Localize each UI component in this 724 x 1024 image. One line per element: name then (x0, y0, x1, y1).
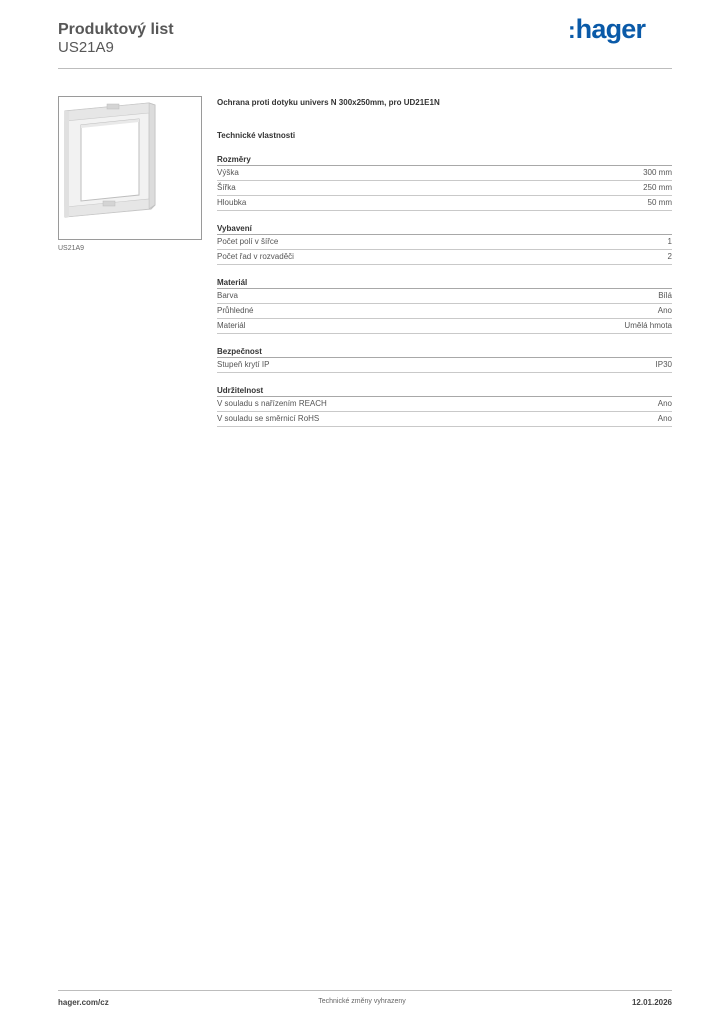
spec-value: Ano (657, 414, 672, 423)
product-code: US21A9 (58, 39, 114, 56)
spec-value: 300 mm (643, 168, 672, 177)
group-title: Bezpečnost (217, 346, 672, 358)
technical-properties-heading: Technické vlastnosti (217, 131, 296, 140)
spec-row (217, 319, 672, 334)
spec-value: Umělá hmota (624, 321, 672, 330)
logo-text: hager (575, 14, 646, 44)
group-title: Udržitelnost (217, 385, 672, 397)
specifications-section (217, 97, 672, 427)
spec-value: IP30 (655, 360, 672, 369)
spec-label: Výška (217, 168, 239, 177)
spec-label: Počet polí v šířce (217, 237, 279, 246)
spec-row (217, 196, 672, 211)
spec-row (217, 250, 672, 265)
spec-label: Průhledné (217, 306, 254, 315)
spec-label: V souladu s nařízením REACH (217, 399, 327, 408)
footer-divider (58, 990, 672, 991)
spec-value: 250 mm (643, 183, 672, 192)
spec-row (217, 166, 672, 181)
spec-row (217, 358, 672, 373)
spec-label: Hloubka (217, 198, 247, 207)
header-divider (58, 68, 672, 69)
logo-dot: : (568, 17, 576, 43)
footer-website: hager.com/cz (58, 998, 109, 1007)
spec-group-material (217, 277, 672, 334)
spec-row (217, 289, 672, 304)
spec-row (217, 235, 672, 250)
spec-label: Stupeň krytí IP (217, 360, 270, 369)
spec-label: Šířka (217, 183, 236, 192)
page-title: Produktový list (58, 21, 174, 38)
spec-value: Ano (657, 306, 672, 315)
spec-value: 2 (667, 252, 672, 261)
spec-group-dimensions (217, 154, 672, 211)
product-frame-illustration (59, 97, 201, 239)
image-caption: US21A9 (58, 245, 85, 252)
spec-label: V souladu se směrnicí RoHS (217, 414, 320, 423)
spec-value: Bílá (658, 291, 672, 300)
product-image (58, 96, 202, 240)
spec-value: 50 mm (647, 198, 672, 207)
spec-label: Materiál (217, 321, 246, 330)
spec-group-safety (217, 346, 672, 373)
spec-row (217, 412, 672, 427)
footer-date: 12.01.2026 (631, 998, 672, 1007)
spec-label: Barva (217, 291, 238, 300)
spec-label: Počet řad v rozvaděči (217, 252, 294, 261)
spec-row (217, 397, 672, 412)
spec-value: 1 (667, 237, 672, 246)
footer-notice: Technické změny vyhrazeny (318, 998, 406, 1005)
spec-value: Ano (657, 399, 672, 408)
group-title: Rozměry (217, 154, 672, 166)
hager-logo (568, 14, 645, 45)
spec-row (217, 181, 672, 196)
group-title: Vybavení (217, 223, 672, 235)
product-description: Ochrana proti dotyku univers N 300x250mm, pro UD21E1N (217, 98, 440, 107)
spec-group-equipment (217, 223, 672, 265)
spec-group-sustainability (217, 385, 672, 427)
spec-row (217, 304, 672, 319)
group-title: Materiál (217, 277, 672, 289)
